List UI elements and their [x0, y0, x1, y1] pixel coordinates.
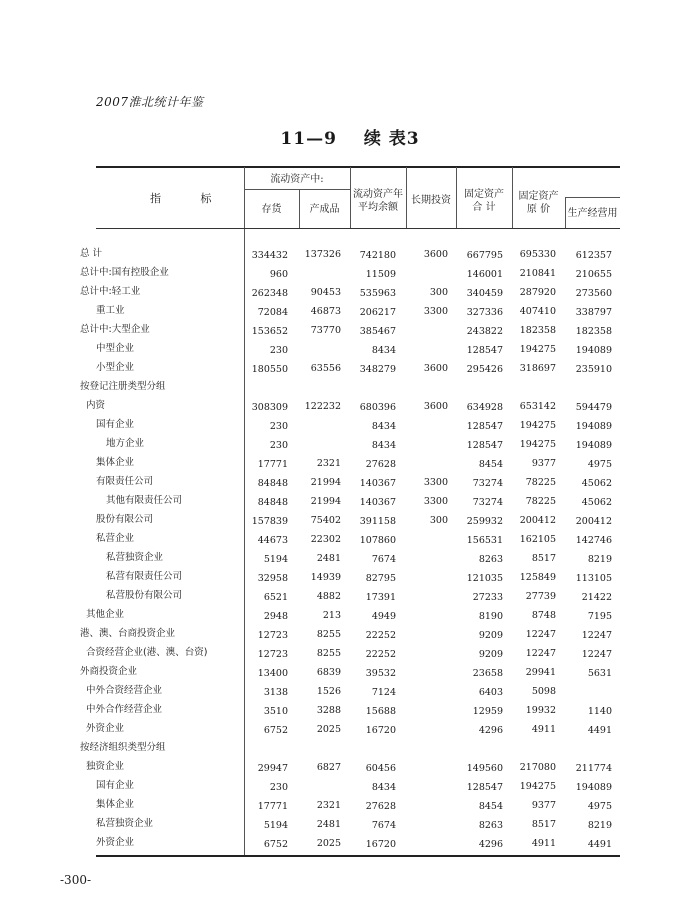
- row-value: 78225: [525, 477, 556, 488]
- row-value: 8434: [371, 345, 396, 356]
- page-number: -300-: [60, 873, 92, 887]
- row-value: 84848: [257, 478, 288, 489]
- row-value: 107860: [359, 535, 396, 546]
- row-value: 200412: [519, 515, 556, 526]
- row-value: 391158: [359, 516, 396, 527]
- row-value: 194275: [519, 420, 556, 431]
- row-value: 287920: [519, 287, 556, 298]
- row-value: 3600: [423, 363, 448, 374]
- row-value: 6521: [263, 592, 288, 603]
- header-finished-goods: 产成品: [309, 204, 340, 215]
- table-row: [0, 283, 700, 301]
- row-value: 29941: [525, 667, 556, 678]
- row-value: 7674: [371, 820, 396, 831]
- row-value: 82795: [365, 573, 396, 584]
- row-value: 122232: [304, 401, 341, 412]
- row-value: 32958: [257, 573, 288, 584]
- row-value: 146001: [466, 269, 503, 280]
- header-group-rule: [565, 197, 620, 198]
- row-value: 125849: [519, 572, 556, 583]
- row-value: 1140: [587, 706, 612, 717]
- row-value: 3300: [423, 496, 448, 507]
- row-value: 153652: [251, 326, 288, 337]
- row-value: 5194: [263, 554, 288, 565]
- row-value: 157839: [251, 516, 288, 527]
- table-number: 11—9: [280, 129, 337, 149]
- row-value: 194275: [519, 781, 556, 792]
- header-avg-liquid: [350, 188, 406, 214]
- table-row: [0, 568, 700, 586]
- row-label: 国有企业: [96, 780, 135, 791]
- row-value: 2321: [316, 458, 341, 469]
- row-value: 4975: [587, 459, 612, 470]
- header-fixed-total: [456, 188, 512, 214]
- row-value: 3138: [263, 687, 288, 698]
- row-label: 重工业: [96, 305, 125, 316]
- row-value: 385467: [359, 326, 396, 337]
- row-value: 162105: [519, 534, 556, 545]
- row-value: 12247: [525, 629, 556, 640]
- header-long-invest: 长期投资: [411, 195, 451, 206]
- row-value: 11509: [365, 269, 396, 280]
- table-row: [0, 815, 700, 833]
- header-inventory: 存货: [261, 204, 282, 215]
- row-value: 318697: [519, 363, 556, 374]
- row-value: 2321: [316, 800, 341, 811]
- row-value: 8434: [371, 421, 396, 432]
- row-value: 128547: [466, 421, 503, 432]
- row-value: 210841: [519, 268, 556, 279]
- row-value: 4491: [587, 725, 612, 736]
- row-value: 2481: [316, 819, 341, 830]
- row-value: 9377: [531, 458, 556, 469]
- row-value: 8434: [371, 440, 396, 451]
- row-label: 独资企业: [86, 761, 125, 772]
- row-label: 小型企业: [96, 362, 135, 373]
- row-value: 262348: [251, 288, 288, 299]
- row-label: 国有企业: [96, 419, 135, 430]
- row-value: 535963: [359, 288, 396, 299]
- row-value: 7124: [371, 687, 396, 698]
- row-value: 206217: [359, 307, 396, 318]
- row-value: 60456: [365, 763, 396, 774]
- row-value: 653142: [519, 401, 556, 412]
- table-row: [0, 777, 700, 795]
- row-value: 29947: [257, 763, 288, 774]
- row-value: 259932: [466, 516, 503, 527]
- row-value: 8454: [478, 801, 503, 812]
- row-value: 8219: [587, 820, 612, 831]
- row-label: 按经济组织类型分组: [80, 742, 166, 753]
- row-value: 9377: [531, 800, 556, 811]
- row-value: 4491: [587, 839, 612, 850]
- row-value: 5194: [263, 820, 288, 831]
- row-value: 243822: [466, 326, 503, 337]
- row-value: 2481: [316, 553, 341, 564]
- row-value: 128547: [466, 440, 503, 451]
- header-avg-liquid-line1: 流动资产年: [353, 189, 403, 200]
- table-row: [0, 739, 700, 757]
- row-value: 3300: [423, 477, 448, 488]
- row-value: 90453: [310, 287, 341, 298]
- row-value: 180550: [251, 364, 288, 375]
- table-row: [0, 587, 700, 605]
- stub-header: 指 标: [150, 192, 230, 205]
- row-value: 8517: [531, 553, 556, 564]
- row-value: 273560: [575, 288, 612, 299]
- row-label: 地方企业: [106, 438, 145, 449]
- row-value: 12723: [257, 630, 288, 641]
- row-value: 213: [322, 610, 341, 621]
- table-row: [0, 492, 700, 510]
- row-value: 194275: [519, 439, 556, 450]
- row-value: 8219: [587, 554, 612, 565]
- row-value: 4949: [371, 611, 396, 622]
- row-value: 72084: [257, 307, 288, 318]
- row-value: 149560: [466, 763, 503, 774]
- row-value: 4296: [478, 839, 503, 850]
- row-value: 12247: [581, 630, 612, 641]
- row-value: 340459: [466, 288, 503, 299]
- row-label: 私营股份有限公司: [106, 590, 183, 601]
- row-label: 外资企业: [96, 837, 135, 848]
- row-value: 21994: [310, 477, 341, 488]
- row-value: 194089: [575, 440, 612, 451]
- row-value: 12247: [525, 648, 556, 659]
- row-value: 12723: [257, 649, 288, 660]
- row-value: 8263: [478, 554, 503, 565]
- table-row: [0, 359, 700, 377]
- table-row: [0, 511, 700, 529]
- row-value: 8517: [531, 819, 556, 830]
- row-value: 16720: [365, 725, 396, 736]
- row-label: 按登记注册类型分组: [80, 381, 166, 392]
- row-value: 22252: [365, 649, 396, 660]
- row-value: 334432: [251, 250, 288, 261]
- table-row: [0, 720, 700, 738]
- row-value: 27739: [525, 591, 556, 602]
- row-label: 外商投资企业: [80, 666, 138, 677]
- table-top-rule: [96, 166, 620, 168]
- table-row: [0, 625, 700, 643]
- row-value: 21994: [310, 496, 341, 507]
- row-value: 73274: [472, 478, 503, 489]
- row-value: 230: [269, 440, 288, 451]
- row-value: 140367: [359, 478, 396, 489]
- row-value: 63556: [310, 363, 341, 374]
- row-value: 308309: [251, 402, 288, 413]
- row-value: 128547: [466, 782, 503, 793]
- row-value: 73770: [310, 325, 341, 336]
- row-value: 73274: [472, 497, 503, 508]
- row-value: 21422: [581, 592, 612, 603]
- row-value: 4975: [587, 801, 612, 812]
- table-title-text: 续 表3: [363, 129, 420, 149]
- row-value: 46873: [310, 306, 341, 317]
- row-value: 2025: [316, 838, 341, 849]
- row-value: 17771: [257, 801, 288, 812]
- row-value: 8190: [478, 611, 503, 622]
- row-value: 6752: [263, 839, 288, 850]
- row-value: 612357: [575, 250, 612, 261]
- row-label: 私营企业: [96, 533, 135, 544]
- row-value: 45062: [581, 497, 612, 508]
- row-label: 外资企业: [86, 723, 125, 734]
- row-label: 总计中:大型企业: [80, 324, 150, 335]
- row-value: 338797: [575, 307, 612, 318]
- row-value: 211774: [575, 763, 612, 774]
- row-value: 6839: [316, 667, 341, 678]
- table-row: [0, 682, 700, 700]
- row-value: 6403: [478, 687, 503, 698]
- table-row: [0, 264, 700, 282]
- row-value: 12959: [472, 706, 503, 717]
- row-value: 8255: [316, 648, 341, 659]
- row-value: 113105: [575, 573, 612, 584]
- row-value: 4882: [316, 591, 341, 602]
- table-row: [0, 416, 700, 434]
- row-value: 15688: [365, 706, 396, 717]
- row-value: 75402: [310, 515, 341, 526]
- row-value: 27233: [472, 592, 503, 603]
- row-value: 9209: [478, 649, 503, 660]
- row-value: 667795: [466, 250, 503, 261]
- table-row: [0, 644, 700, 662]
- table-header-rule: [96, 228, 620, 229]
- row-value: 182358: [575, 326, 612, 337]
- row-value: 4911: [531, 724, 556, 735]
- table-row: [0, 758, 700, 776]
- row-value: 960: [269, 269, 288, 280]
- table-row: [0, 321, 700, 339]
- row-value: 23658: [472, 668, 503, 679]
- row-value: 300: [429, 287, 448, 298]
- row-value: 45062: [581, 478, 612, 489]
- header-group-rule: [244, 189, 350, 190]
- row-value: 217080: [519, 762, 556, 773]
- row-label: 有限责任公司: [96, 476, 154, 487]
- header-fixed-orig: [512, 190, 565, 216]
- row-value: 22302: [310, 534, 341, 545]
- table-row: [0, 606, 700, 624]
- row-label: 股份有限公司: [96, 514, 154, 525]
- row-label: 中外合作经营企业: [86, 704, 163, 715]
- row-value: 6752: [263, 725, 288, 736]
- row-value: 194275: [519, 344, 556, 355]
- row-value: 27628: [365, 459, 396, 470]
- row-value: 300: [429, 515, 448, 526]
- row-label: 总计中:国有控股企业: [80, 267, 169, 278]
- table-row: [0, 473, 700, 491]
- row-value: 16720: [365, 839, 396, 850]
- row-value: 194089: [575, 345, 612, 356]
- row-value: 8454: [478, 459, 503, 470]
- row-value: 8434: [371, 782, 396, 793]
- row-label: 集体企业: [96, 799, 135, 810]
- row-value: 142746: [575, 535, 612, 546]
- row-value: 295426: [466, 364, 503, 375]
- row-label: 港、澳、台商投资企业: [80, 628, 176, 639]
- header-avg-liquid-line2: 平均余额: [358, 202, 398, 213]
- row-value: 5631: [587, 668, 612, 679]
- row-value: 84848: [257, 497, 288, 508]
- table-row: [0, 701, 700, 719]
- table-row: [0, 834, 700, 852]
- row-value: 8255: [316, 629, 341, 640]
- row-value: 2948: [263, 611, 288, 622]
- row-value: 7674: [371, 554, 396, 565]
- header-fixed-total-line1: 固定资产: [464, 189, 504, 200]
- header-fixed-orig-line2: 原 价: [526, 204, 551, 215]
- table-row: [0, 796, 700, 814]
- row-value: 235910: [575, 364, 612, 375]
- row-value: 742180: [359, 250, 396, 261]
- table-title: [0, 124, 700, 149]
- row-value: 230: [269, 782, 288, 793]
- row-value: 200412: [575, 516, 612, 527]
- table-row: [0, 340, 700, 358]
- table-row: [0, 663, 700, 681]
- row-value: 348279: [359, 364, 396, 375]
- row-value: 8748: [531, 610, 556, 621]
- header-liquid-group: 流动资产中:: [270, 174, 324, 185]
- row-value: 594479: [575, 402, 612, 413]
- row-value: 182358: [519, 325, 556, 336]
- row-value: 140367: [359, 497, 396, 508]
- row-label: 总计中:轻工业: [80, 286, 141, 297]
- table-row: [0, 397, 700, 415]
- row-label: 中外合资经营企业: [86, 685, 163, 696]
- row-label: 私营独资企业: [106, 552, 164, 563]
- header-fixed-orig-line1: 固定资产: [518, 191, 559, 202]
- row-value: 156531: [466, 535, 503, 546]
- row-value: 5098: [531, 686, 556, 697]
- row-value: 9209: [478, 630, 503, 641]
- row-value: 194089: [575, 421, 612, 432]
- row-value: 8263: [478, 820, 503, 831]
- table-row: [0, 302, 700, 320]
- row-value: 22252: [365, 630, 396, 641]
- row-value: 27628: [365, 801, 396, 812]
- row-value: 121035: [466, 573, 503, 584]
- row-value: 407410: [519, 306, 556, 317]
- row-value: 327336: [466, 307, 503, 318]
- row-value: 128547: [466, 345, 503, 356]
- row-label: 合资经营企业(港、澳、台资): [86, 647, 208, 658]
- row-value: 3288: [316, 705, 341, 716]
- row-value: 3600: [423, 249, 448, 260]
- row-label: 中型企业: [96, 343, 135, 354]
- row-label: 私营有限责任公司: [106, 571, 183, 582]
- row-value: 3510: [263, 706, 288, 717]
- row-value: 1526: [316, 686, 341, 697]
- table-row: [0, 530, 700, 548]
- row-value: 137326: [304, 249, 341, 260]
- row-label: 总 计: [80, 248, 103, 259]
- row-value: 6827: [316, 762, 341, 773]
- row-value: 12247: [581, 649, 612, 660]
- table-bottom-rule: [96, 855, 620, 857]
- table-row: [0, 549, 700, 567]
- row-value: 4911: [531, 838, 556, 849]
- header-production: 生产经营用: [567, 208, 618, 219]
- row-value: 39532: [365, 668, 396, 679]
- row-label: 其他企业: [86, 609, 125, 620]
- table-row: [0, 454, 700, 472]
- row-label: 私营独资企业: [96, 818, 154, 829]
- row-label: 其他有限责任公司: [106, 495, 183, 506]
- yearbook-header: 2007淮北统计年鉴: [96, 95, 204, 109]
- row-value: 3600: [423, 401, 448, 412]
- table-row: [0, 378, 700, 396]
- row-value: 78225: [525, 496, 556, 507]
- row-value: 19932: [525, 705, 556, 716]
- row-value: 13400: [257, 668, 288, 679]
- table-row: [0, 245, 700, 263]
- row-label: 集体企业: [96, 457, 135, 468]
- row-value: 634928: [466, 402, 503, 413]
- row-value: 680396: [359, 402, 396, 413]
- row-value: 17391: [365, 592, 396, 603]
- row-value: 230: [269, 345, 288, 356]
- row-value: 2025: [316, 724, 341, 735]
- row-value: 17771: [257, 459, 288, 470]
- row-value: 194089: [575, 782, 612, 793]
- row-value: 4296: [478, 725, 503, 736]
- row-value: 14939: [310, 572, 341, 583]
- row-value: 3300: [423, 306, 448, 317]
- row-value: 210655: [575, 269, 612, 280]
- table-row: [0, 435, 700, 453]
- header-fixed-total-line2: 合 计: [472, 202, 496, 213]
- row-label: 内资: [86, 400, 106, 411]
- row-value: 695330: [519, 249, 556, 260]
- row-value: 230: [269, 421, 288, 432]
- row-value: 7195: [587, 611, 612, 622]
- row-value: 44673: [257, 535, 288, 546]
